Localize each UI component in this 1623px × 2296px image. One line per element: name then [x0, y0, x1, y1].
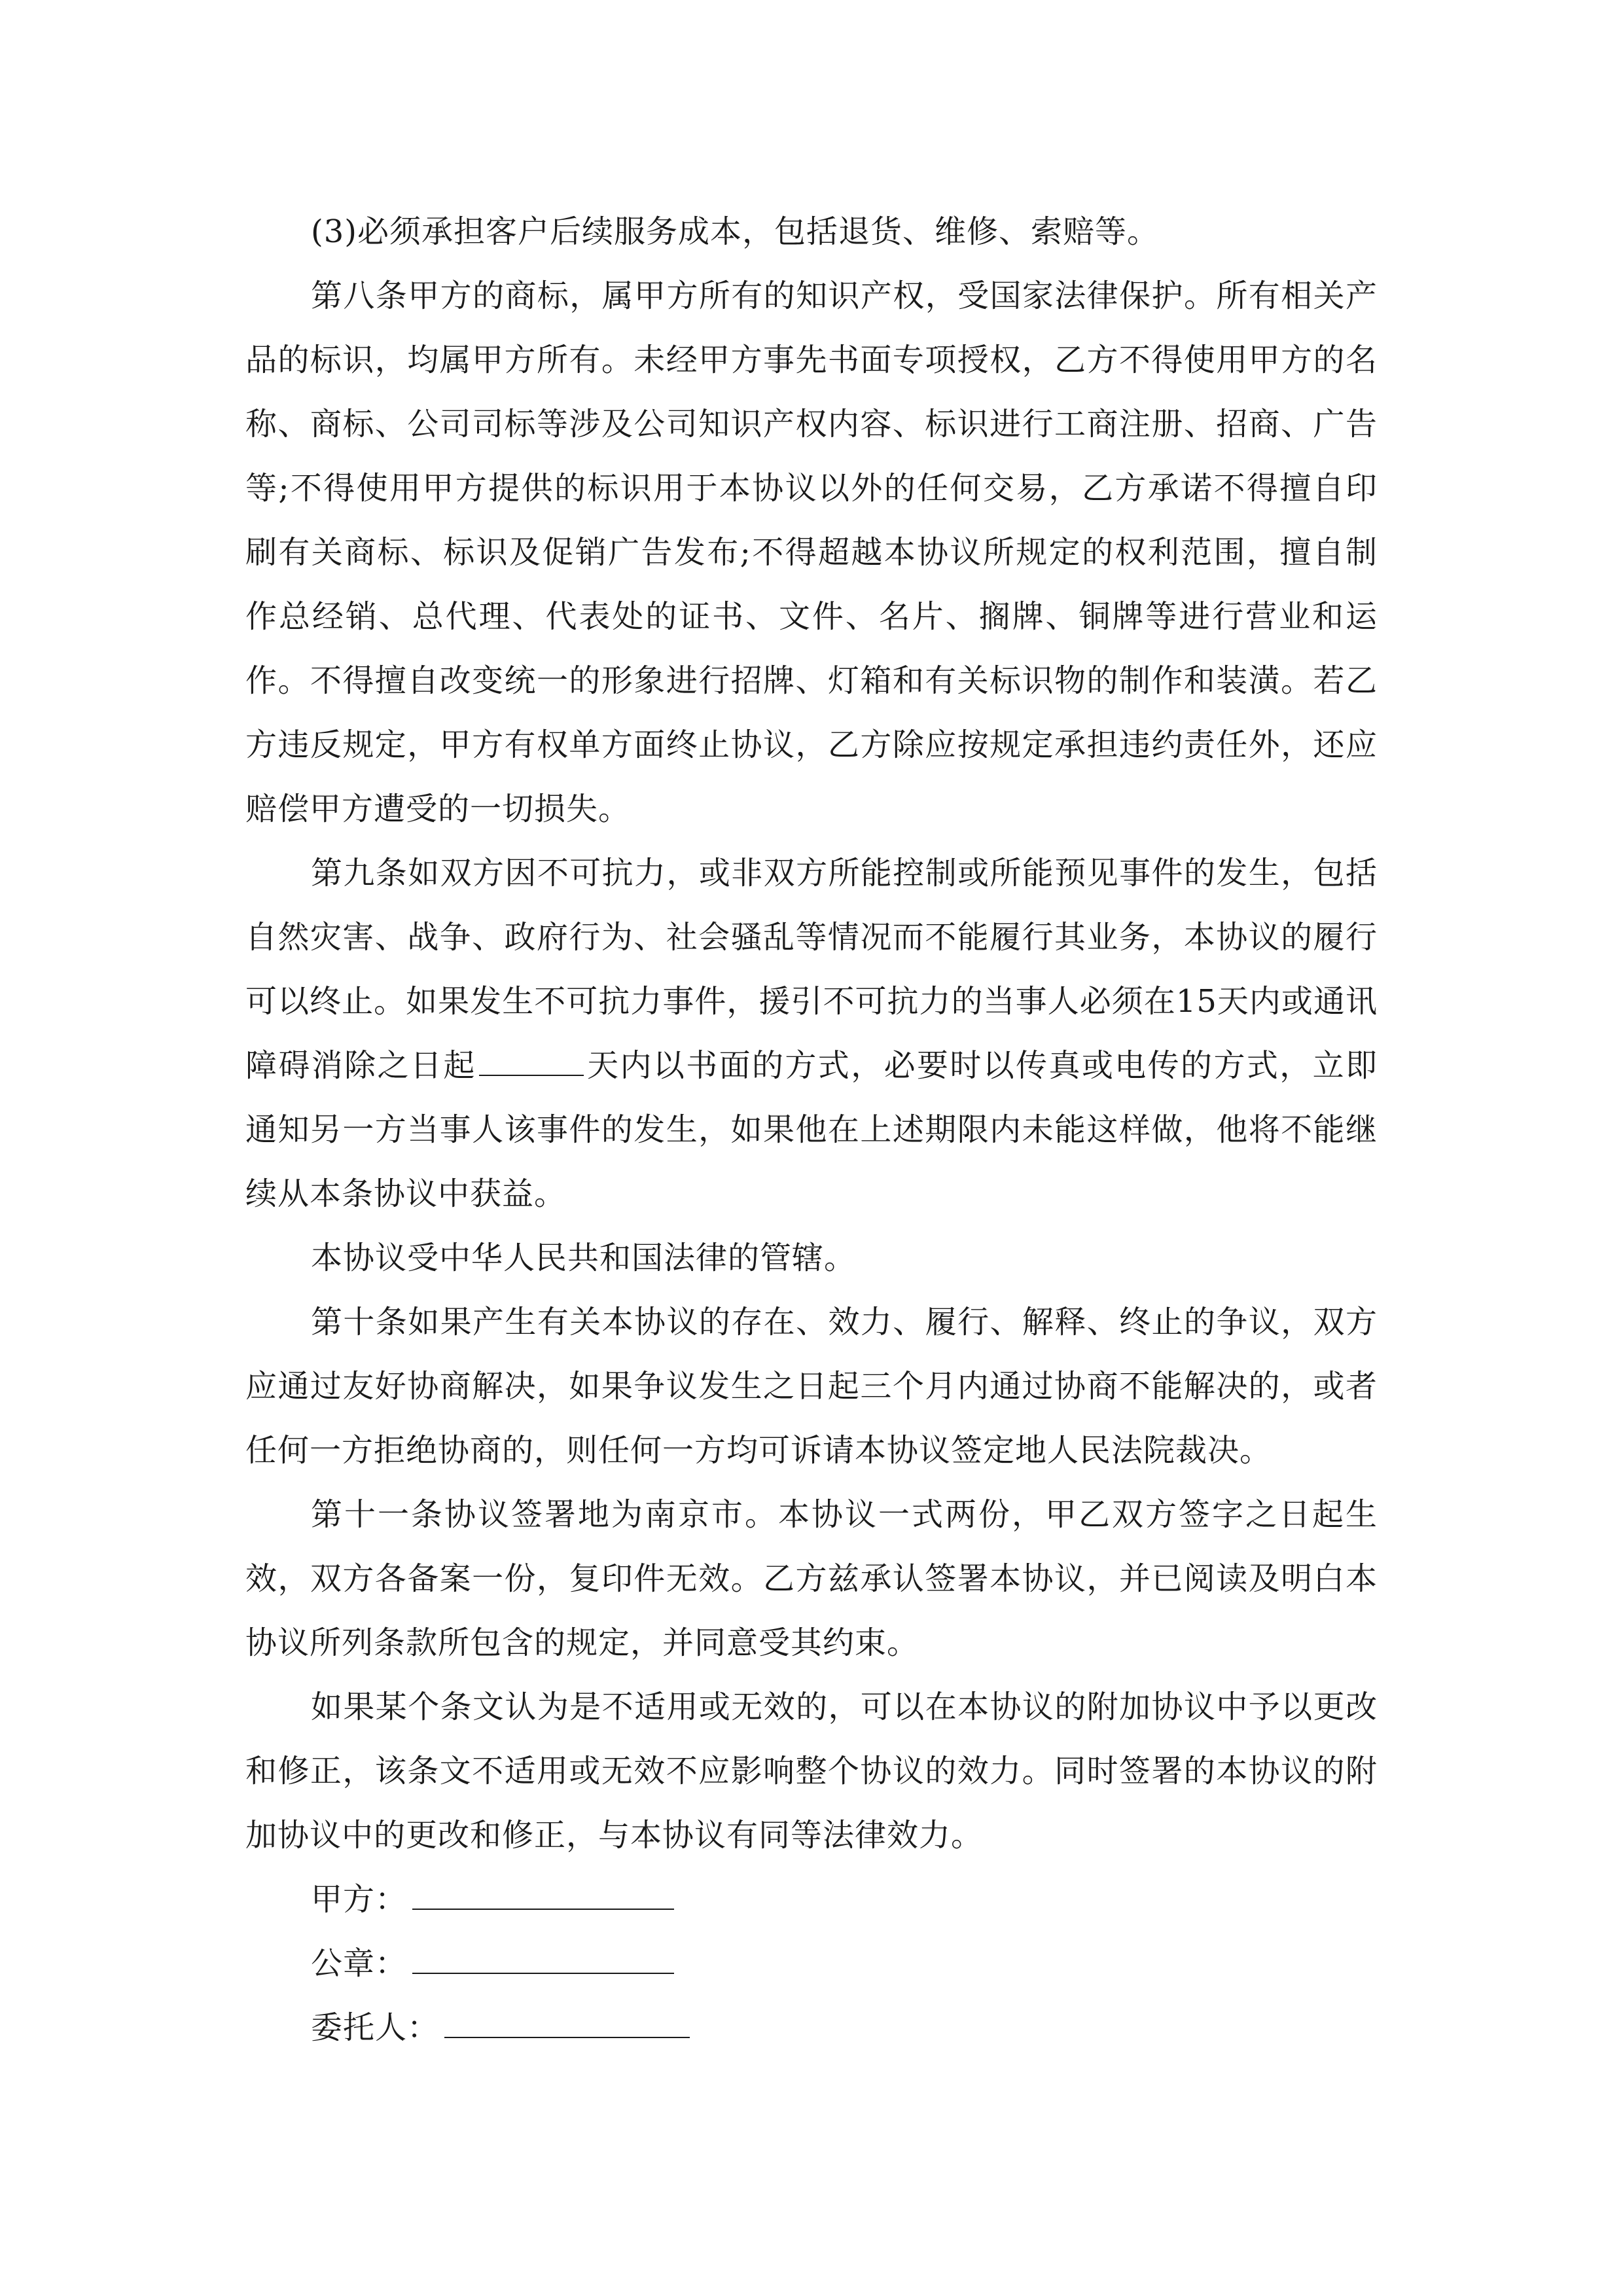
party-a-label: 甲方：: [311, 1881, 408, 1918]
seal-label: 公章：: [311, 1945, 408, 1982]
signature-agent: [245, 1996, 1378, 2060]
paragraph-article-11: 第十一条协议签署地为南京市。本协议一式两份，甲乙双方签字之日起生效，双方各备案一份，复印件无效。乙方兹承认签署本协议，并已阅读及明白本协议所列条款所包含的规定，并同意受其约束。: [245, 1496, 1378, 1661]
signature-party-a: [245, 1867, 1378, 1931]
paragraph-article-10: 第十条如果产生有关本协议的存在、效力、履行、解释、终止的争议，双方应通过友好协商解决，如果争议发生之日起三个月内通过协商不能解决的，或者任何一方拒绝协商的，则任何一方均可诉请本协议签定地人民法院裁决。: [245, 1304, 1378, 1469]
party-a-blank: [412, 1873, 674, 1910]
paragraph-severability: 如果某个条文认为是不适用或无效的，可以在本协议的附加协议中予以更改和修正，该条文不适用或无效不应影响整个协议的效力。同时签署的本协议的附加协议中的更改和修正，与本协议有同等法律效力。: [245, 1689, 1378, 1854]
paragraph-article-9: [245, 841, 1378, 1226]
signature-block: [245, 1867, 1378, 2060]
article-9-text-after: 天内以书面的方式，必要时以传真或电传的方式，立即通知另一方当事人该事件的发生，如果他在上述期限内未能这样做，他将不能继续从本条协议中获益。: [245, 1047, 1378, 1212]
paragraph-governing-law: 本协议受中华人民共和国法律的管辖。: [311, 1240, 857, 1276]
days-blank: [479, 1045, 584, 1076]
agent-blank: [444, 2001, 690, 2038]
seal-blank: [412, 1937, 674, 1974]
agent-label: 委托人：: [311, 2009, 440, 2046]
paragraph-item-3: (3)必须承担客户后续服务成本，包括退货、维修、索赔等。: [311, 213, 1159, 250]
document-body: [245, 200, 1378, 2060]
article-9-text-before: 第九条如双方因不可抗力，或非双方所能控制或所能预见事件的发生，包括自然灾害、战争、政府行为、社会骚乱等情况而不能履行其业务，本协议的履行可以终止。如果发生不可抗力事件，援引不可抗力的当事人必须在15天内或通讯障碍消除之日起: [245, 855, 1378, 1084]
paragraph-article-8: 第八条甲方的商标，属甲方所有的知识产权，受国家法律保护。所有相关产品的标识，均属甲方所有。未经甲方事先书面专项授权，乙方不得使用甲方的名称、商标、公司司标等涉及公司知识产权内容、标识进行工商注册、招商、广告等;不得使用甲方提供的标识用于本协议以外的任何交易，乙方承诺不得擅自印刷有关商标、标识及促销广告发布;不得超越本协议所规定的权利范围，擅自制作总经销、总代理、代表处的证书、文件、名片、搁牌、铜牌等进行营业和运作。不得擅自改变统一的形象进行招牌、灯箱和有关标识物的制作和装潢。若乙方违反规定，甲方有权单方面终止协议，乙方除应按规定承担违约责任外，还应赔偿甲方遭受的一切损失。: [245, 278, 1378, 827]
signature-seal: [245, 1931, 1378, 1996]
